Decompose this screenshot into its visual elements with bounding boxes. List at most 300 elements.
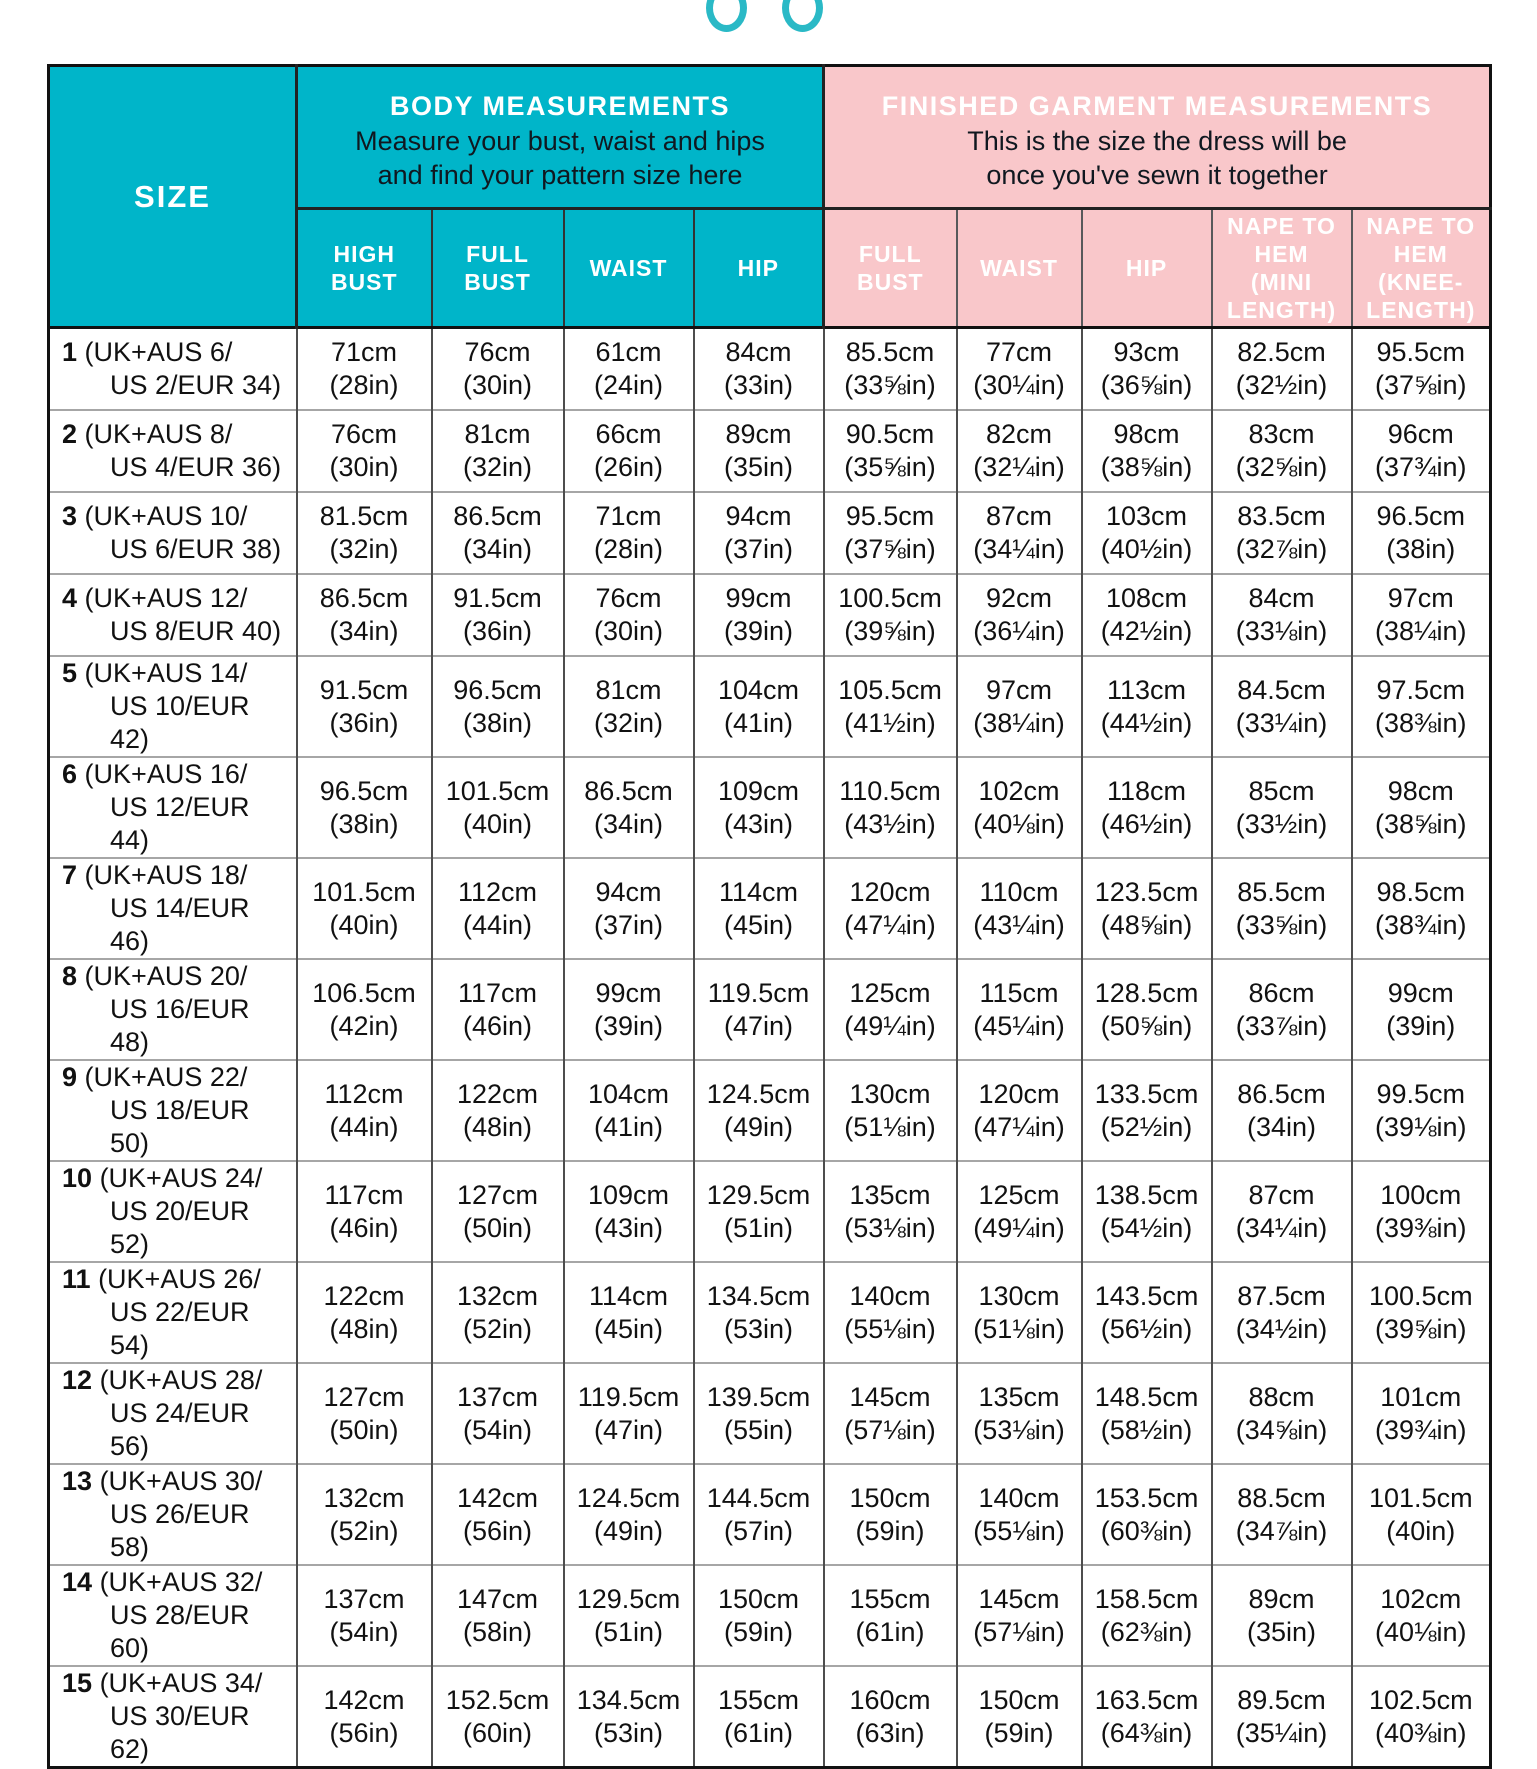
value-in: (57⅛in) [973,1616,1065,1647]
size-label-line1 [62,1061,296,1094]
size-label-line1 [62,500,296,533]
value-cm: 102cm [978,775,1060,806]
value-cm: 150cm [849,1482,931,1513]
value-in: (59in) [855,1515,925,1546]
value-cm: 132cm [456,1280,539,1311]
size-label-line2: US 22/EUR 54) [110,1297,250,1360]
size-label-line1 [62,657,296,690]
size-label-line2: US 12/EUR 44) [110,792,250,855]
garment-measurement-cell [824,1262,957,1363]
value-in: (39in) [724,616,794,646]
body-measurement-cell [432,328,564,411]
value-in: (36¼in) [973,616,1065,646]
body-measurement-cell [432,1262,564,1363]
col-header-hip: HIP [694,209,824,328]
value-in: (43½in) [844,808,936,839]
value-cm: 128.5cm [1094,977,1199,1008]
size-number: 12 [62,1365,93,1395]
value-in: (52in) [462,1313,533,1344]
value-in: (53in) [593,1717,664,1748]
value-in: (38⅜in) [1375,707,1467,738]
garment-measurements-header [824,66,1491,209]
value-cm: 83cm [1248,419,1315,449]
value-in: (55in) [724,1414,794,1445]
value-cm: 102.5cm [1369,1684,1473,1715]
table-row [49,757,1491,858]
table-row [49,1464,1491,1565]
body-measurement-cell [694,1666,824,1768]
value-in: (30in) [329,452,399,482]
body-measurement-cell [564,492,694,574]
size-label-text: (UK+AUS 8/ [84,419,233,449]
garment-measurement-cell [957,1464,1082,1565]
size-number: 3 [62,501,78,531]
value-in: (39in) [1386,1010,1456,1041]
body-measurements-subtitle-1: Measure your bust, waist and hips [355,126,765,156]
body-measurement-cell [694,1161,824,1262]
body-measurement-cell [564,858,694,959]
value-cm: 76cm [330,419,398,449]
value-in: (40in) [329,909,399,940]
value-cm: 93cm [1113,337,1180,367]
value-cm: 127cm [456,1179,539,1210]
value-cm: 97cm [986,674,1053,705]
garment-measurement-cell [1352,858,1491,959]
value-in: (55⅛in) [844,1313,936,1344]
value-cm: 98.5cm [1376,876,1466,907]
value-cm: 101cm [1380,1381,1462,1412]
value-cm: 85.5cm [1237,876,1326,907]
size-label-line2: US 14/EUR 46) [110,893,250,956]
size-cell [49,959,297,1060]
garment-measurement-cell [1352,1464,1491,1565]
value-in: (57in) [724,1515,794,1546]
value-cm: 104cm [717,674,800,705]
value-cm: 90.5cm [845,419,935,449]
garment-measurement-cell [824,1464,957,1565]
value-in: (37in) [724,534,794,564]
size-cell [49,574,297,656]
value-cm: 112cm [457,876,538,907]
value-in: (30¼in) [973,370,1065,400]
garment-measurement-cell [1082,328,1212,411]
body-measurement-cell [694,1363,824,1464]
value-in: (50⅝in) [1100,1010,1193,1041]
value-in: (32⅝in) [1235,452,1328,482]
size-label-line1 [62,1162,296,1195]
col-header-full-bust: FULL BUST [432,209,564,328]
size-cell [49,1565,297,1666]
value-cm: 96.5cm [319,775,409,806]
value-cm: 158.5cm [1094,1583,1199,1614]
garment-measurement-cell [1212,492,1352,574]
value-in: (64⅜in) [1100,1717,1193,1748]
garment-measurement-cell [957,1262,1082,1363]
value-in: (48in) [329,1313,399,1344]
value-cm: 81cm [464,419,531,449]
col-header-high-bust: HIGH BUST [297,209,432,328]
value-cm: 96cm [1387,419,1454,449]
value-in: (30in) [593,616,664,646]
col-header-nape-to-hem-mini: NAPE TO HEM (MINI LENGTH) [1212,209,1352,328]
garment-measurement-cell [957,858,1082,959]
value-in: (39in) [593,1010,664,1041]
garment-measurement-cell [824,959,957,1060]
value-cm: 129.5cm [706,1179,811,1210]
size-cell [49,492,297,574]
value-cm: 86.5cm [584,775,673,806]
value-cm: 118cm [1107,775,1187,806]
value-cm: 83.5cm [1237,501,1326,531]
table-row [49,1666,1491,1768]
table-row [49,1262,1491,1363]
value-in: (34¼in) [1235,1212,1328,1243]
garment-measurement-cell [1212,1666,1352,1768]
value-cm: 117cm [457,977,538,1008]
size-label-text: (UK+AUS 12/ [84,583,248,613]
value-in: (35in) [724,452,794,482]
value-cm: 120cm [849,876,931,907]
body-measurement-cell [297,410,432,492]
body-measurement-cell [297,1464,432,1565]
value-in: (30in) [462,370,533,400]
garment-measurement-cell [1352,1262,1491,1363]
table-row [49,1060,1491,1161]
size-cell [49,656,297,757]
body-measurement-cell [432,410,564,492]
size-label-line2: US 4/EUR 36) [110,452,282,482]
body-measurement-cell [297,1262,432,1363]
value-in: (52in) [329,1515,399,1546]
size-cell [49,1262,297,1363]
value-in: (37⅝in) [1375,370,1467,400]
body-measurement-cell [694,1464,824,1565]
value-in: (38in) [329,808,399,839]
value-in: (36⅝in) [1100,370,1193,400]
value-in: (38¾in) [1375,909,1467,940]
value-cm: 138.5cm [1094,1179,1199,1210]
size-label-line1 [62,1263,296,1296]
garment-measurement-cell [824,1666,957,1768]
body-measurement-cell [432,858,564,959]
body-measurement-cell [432,492,564,574]
body-measurement-cell [297,1666,432,1768]
value-cm: 153.5cm [1094,1482,1199,1513]
size-number: 15 [62,1668,93,1698]
garment-measurement-cell [1082,1363,1212,1464]
value-cm: 82cm [986,419,1053,449]
body-measurement-cell [297,1565,432,1666]
body-measurement-cell [432,1565,564,1666]
size-label-text: (UK+AUS 6/ [84,337,233,367]
value-cm: 150cm [978,1684,1060,1715]
size-label-line2: US 20/EUR 52) [110,1196,250,1259]
value-in: (28in) [593,534,664,564]
body-measurement-cell [694,656,824,757]
value-in: (52½in) [1100,1111,1193,1142]
value-in: (34in) [462,534,533,564]
value-cm: 98cm [1113,419,1180,449]
body-measurement-cell [297,656,432,757]
value-cm: 125cm [978,1179,1060,1210]
value-cm: 124.5cm [576,1482,681,1513]
value-cm: 86cm [1248,977,1315,1008]
value-in: (38in) [462,707,533,738]
value-cm: 115cm [979,977,1059,1008]
value-in: (61in) [855,1616,925,1647]
garment-measurement-cell [824,858,957,959]
value-in: (38⅝in) [1375,808,1467,839]
value-cm: 127cm [323,1381,405,1412]
garment-measurement-cell [957,1363,1082,1464]
size-label-line2: US 2/EUR 34) [110,370,282,400]
value-in: (43¼in) [973,909,1065,940]
value-cm: 120cm [978,1078,1060,1109]
value-cm: 144.5cm [706,1482,811,1513]
value-cm: 152.5cm [445,1684,550,1715]
value-cm: 96.5cm [453,674,542,705]
value-cm: 98cm [1387,775,1454,806]
value-cm: 132cm [323,1482,405,1513]
value-in: (28in) [329,370,399,400]
value-in: (37⅝in) [844,534,936,564]
value-cm: 117cm [324,1179,404,1210]
garment-measurement-cell [957,410,1082,492]
garment-measurement-cell [957,656,1082,757]
value-cm: 113cm [1107,674,1187,705]
value-cm: 86.5cm [453,501,542,531]
value-cm: 99cm [725,583,792,613]
size-label-text: (UK+AUS 18/ [84,860,248,890]
size-label-line1 [62,1667,296,1700]
value-cm: 86.5cm [319,583,409,613]
value-in: (59in) [724,1616,794,1647]
value-cm: 101.5cm [312,876,416,907]
value-cm: 97.5cm [1376,674,1466,705]
body-measurement-cell [297,492,432,574]
garment-measurement-cell [1082,656,1212,757]
body-measurements-title: BODY MEASUREMENTS [389,91,731,121]
value-cm: 96.5cm [1376,501,1466,531]
value-cm: 88cm [1248,1381,1315,1412]
value-in: (34in) [1247,1111,1317,1142]
value-in: (42in) [329,1010,399,1041]
body-measurement-cell [694,959,824,1060]
value-cm: 88.5cm [1237,1482,1326,1513]
garment-measurement-cell [824,1161,957,1262]
value-in: (47in) [593,1414,664,1445]
value-cm: 110cm [979,876,1059,907]
size-number: 11 [62,1264,91,1294]
value-in: (33¼in) [1235,707,1328,738]
value-in: (50in) [329,1414,399,1445]
value-cm: 66cm [595,419,662,449]
value-in: (34½in) [1235,1313,1328,1344]
body-measurement-cell [432,1363,564,1464]
size-cell [49,1363,297,1464]
body-measurement-cell [694,574,824,656]
value-in: (38¼in) [973,707,1065,738]
value-in: (44in) [329,1111,399,1142]
value-in: (33½in) [1235,808,1328,839]
value-cm: 102cm [1380,1583,1462,1614]
body-measurement-cell [694,492,824,574]
garment-measurement-cell [1212,1161,1352,1262]
group-header-row [49,66,1491,209]
value-cm: 160cm [849,1684,931,1715]
value-cm: 81cm [595,674,662,705]
value-in: (38¼in) [1375,616,1467,646]
garment-measurement-cell [1352,959,1491,1060]
garment-measurement-cell [824,410,957,492]
size-label-line1 [62,758,296,791]
size-label-text: (UK+AUS 10/ [84,501,248,531]
size-label-line2: US 10/EUR 42) [110,691,250,754]
value-in: (46in) [462,1010,533,1041]
garment-measurement-cell [957,1565,1082,1666]
value-in: (32in) [462,452,533,482]
value-in: (54in) [462,1414,533,1445]
value-in: (51in) [724,1212,794,1243]
table-row [49,959,1491,1060]
value-cm: 124.5cm [706,1078,811,1109]
col-header-waist: WAIST [564,209,694,328]
value-in: (56½in) [1100,1313,1193,1344]
size-label-text: (UK+AUS 20/ [84,961,248,991]
garment-measurement-cell [1212,1565,1352,1666]
size-label-line2: US 24/EUR 56) [110,1398,250,1461]
value-cm: 84.5cm [1237,674,1326,705]
value-in: (33⅝in) [1235,909,1328,940]
garment-measurement-cell [1212,757,1352,858]
value-cm: 163.5cm [1094,1684,1199,1715]
garment-measurement-cell [1082,757,1212,858]
value-cm: 100cm [1380,1179,1462,1210]
value-in: (54½in) [1100,1212,1193,1243]
value-cm: 142cm [323,1684,405,1715]
value-in: (47in) [724,1010,794,1041]
value-cm: 85.5cm [845,337,935,367]
table-row [49,492,1491,574]
value-in: (40⅛in) [1375,1616,1467,1647]
size-label-text: (UK+AUS 30/ [99,1466,263,1496]
value-in: (51in) [593,1616,664,1647]
body-measurement-cell [432,1161,564,1262]
garment-measurement-cell [1082,1262,1212,1363]
garment-measurement-cell [1082,574,1212,656]
value-cm: 87cm [1248,1179,1315,1210]
size-label-line2: US 18/EUR 50) [110,1095,250,1158]
table-row [49,656,1491,757]
body-measurement-cell [432,656,564,757]
value-in: (58in) [462,1616,533,1647]
value-in: (57⅛in) [844,1414,936,1445]
table-row [49,1363,1491,1464]
value-cm: 76cm [595,583,662,613]
garment-measurement-cell [957,1666,1082,1768]
size-label-text: (UK+AUS 32/ [99,1567,263,1597]
value-in: (32in) [329,534,399,564]
value-in: (24in) [593,370,664,400]
value-in: (62⅜in) [1100,1616,1193,1647]
value-cm: 109cm [587,1179,670,1210]
garment-measurement-cell [1352,1666,1491,1768]
body-measurement-cell [694,410,824,492]
value-cm: 84cm [1248,583,1315,613]
size-label-text: (UK+AUS 24/ [99,1163,263,1193]
value-in: (33⅛in) [1235,616,1328,646]
body-measurement-cell [694,1262,824,1363]
value-cm: 145cm [978,1583,1060,1614]
value-in: (48⅝in) [1100,909,1193,940]
garment-measurement-cell [1352,1363,1491,1464]
size-label-line2: US 6/EUR 38) [110,534,282,564]
garment-measurement-cell [824,1060,957,1161]
body-measurement-cell [564,1363,694,1464]
size-label-text: (UK+AUS 26/ [98,1264,261,1294]
value-in: (48in) [462,1111,533,1142]
value-in: (53⅛in) [844,1212,936,1243]
table-row [49,1565,1491,1666]
value-in: (34⅞in) [1235,1515,1328,1546]
table-row [49,410,1491,492]
value-cm: 87cm [986,501,1053,531]
table-row [49,858,1491,959]
value-in: (39⅜in) [1375,1212,1467,1243]
value-in: (39⅝in) [844,616,936,646]
value-cm: 101.5cm [1369,1482,1473,1513]
value-cm: 108cm [1106,583,1188,613]
value-in: (45in) [724,909,794,940]
garment-measurement-cell [1212,1464,1352,1565]
size-cell [49,1666,297,1768]
value-in: (59in) [984,1717,1054,1748]
body-measurements-header [297,66,824,209]
body-measurement-cell [564,1262,694,1363]
garment-measurements-subtitle-2: once you've sewn it together [986,160,1328,190]
size-label-line2: US 26/EUR 58) [110,1499,250,1562]
value-in: (47¼in) [973,1111,1065,1142]
value-cm: 114cm [718,876,799,907]
col-header-nape-to-hem-knee: NAPE TO HEM (KNEE- LENGTH) [1352,209,1491,328]
body-measurement-cell [564,410,694,492]
size-label-text: (UK+AUS 28/ [99,1365,263,1395]
logo-ring-right-icon [782,0,823,32]
value-cm: 86.5cm [1237,1078,1326,1109]
value-in: (56in) [462,1515,533,1546]
value-in: (34¼in) [973,534,1065,564]
col-header-garment-full-bust: FULL BUST [824,209,957,328]
body-measurement-cell [297,574,432,656]
garment-measurement-cell [1212,328,1352,411]
value-in: (40½in) [1100,534,1193,564]
size-cell [49,1161,297,1262]
size-number: 7 [62,860,78,890]
value-cm: 99cm [595,977,662,1008]
value-in: (44½in) [1100,707,1193,738]
value-cm: 122cm [456,1078,539,1109]
garment-measurement-cell [1352,1060,1491,1161]
value-cm: 97cm [1387,583,1454,613]
body-measurement-cell [297,328,432,411]
value-cm: 139.5cm [706,1381,811,1412]
body-measurement-cell [694,858,824,959]
body-measurement-cell [564,1565,694,1666]
size-label-line1 [62,859,296,892]
value-cm: 71cm [595,501,662,531]
value-cm: 110.5cm [839,775,941,806]
value-in: (46½in) [1100,808,1193,839]
